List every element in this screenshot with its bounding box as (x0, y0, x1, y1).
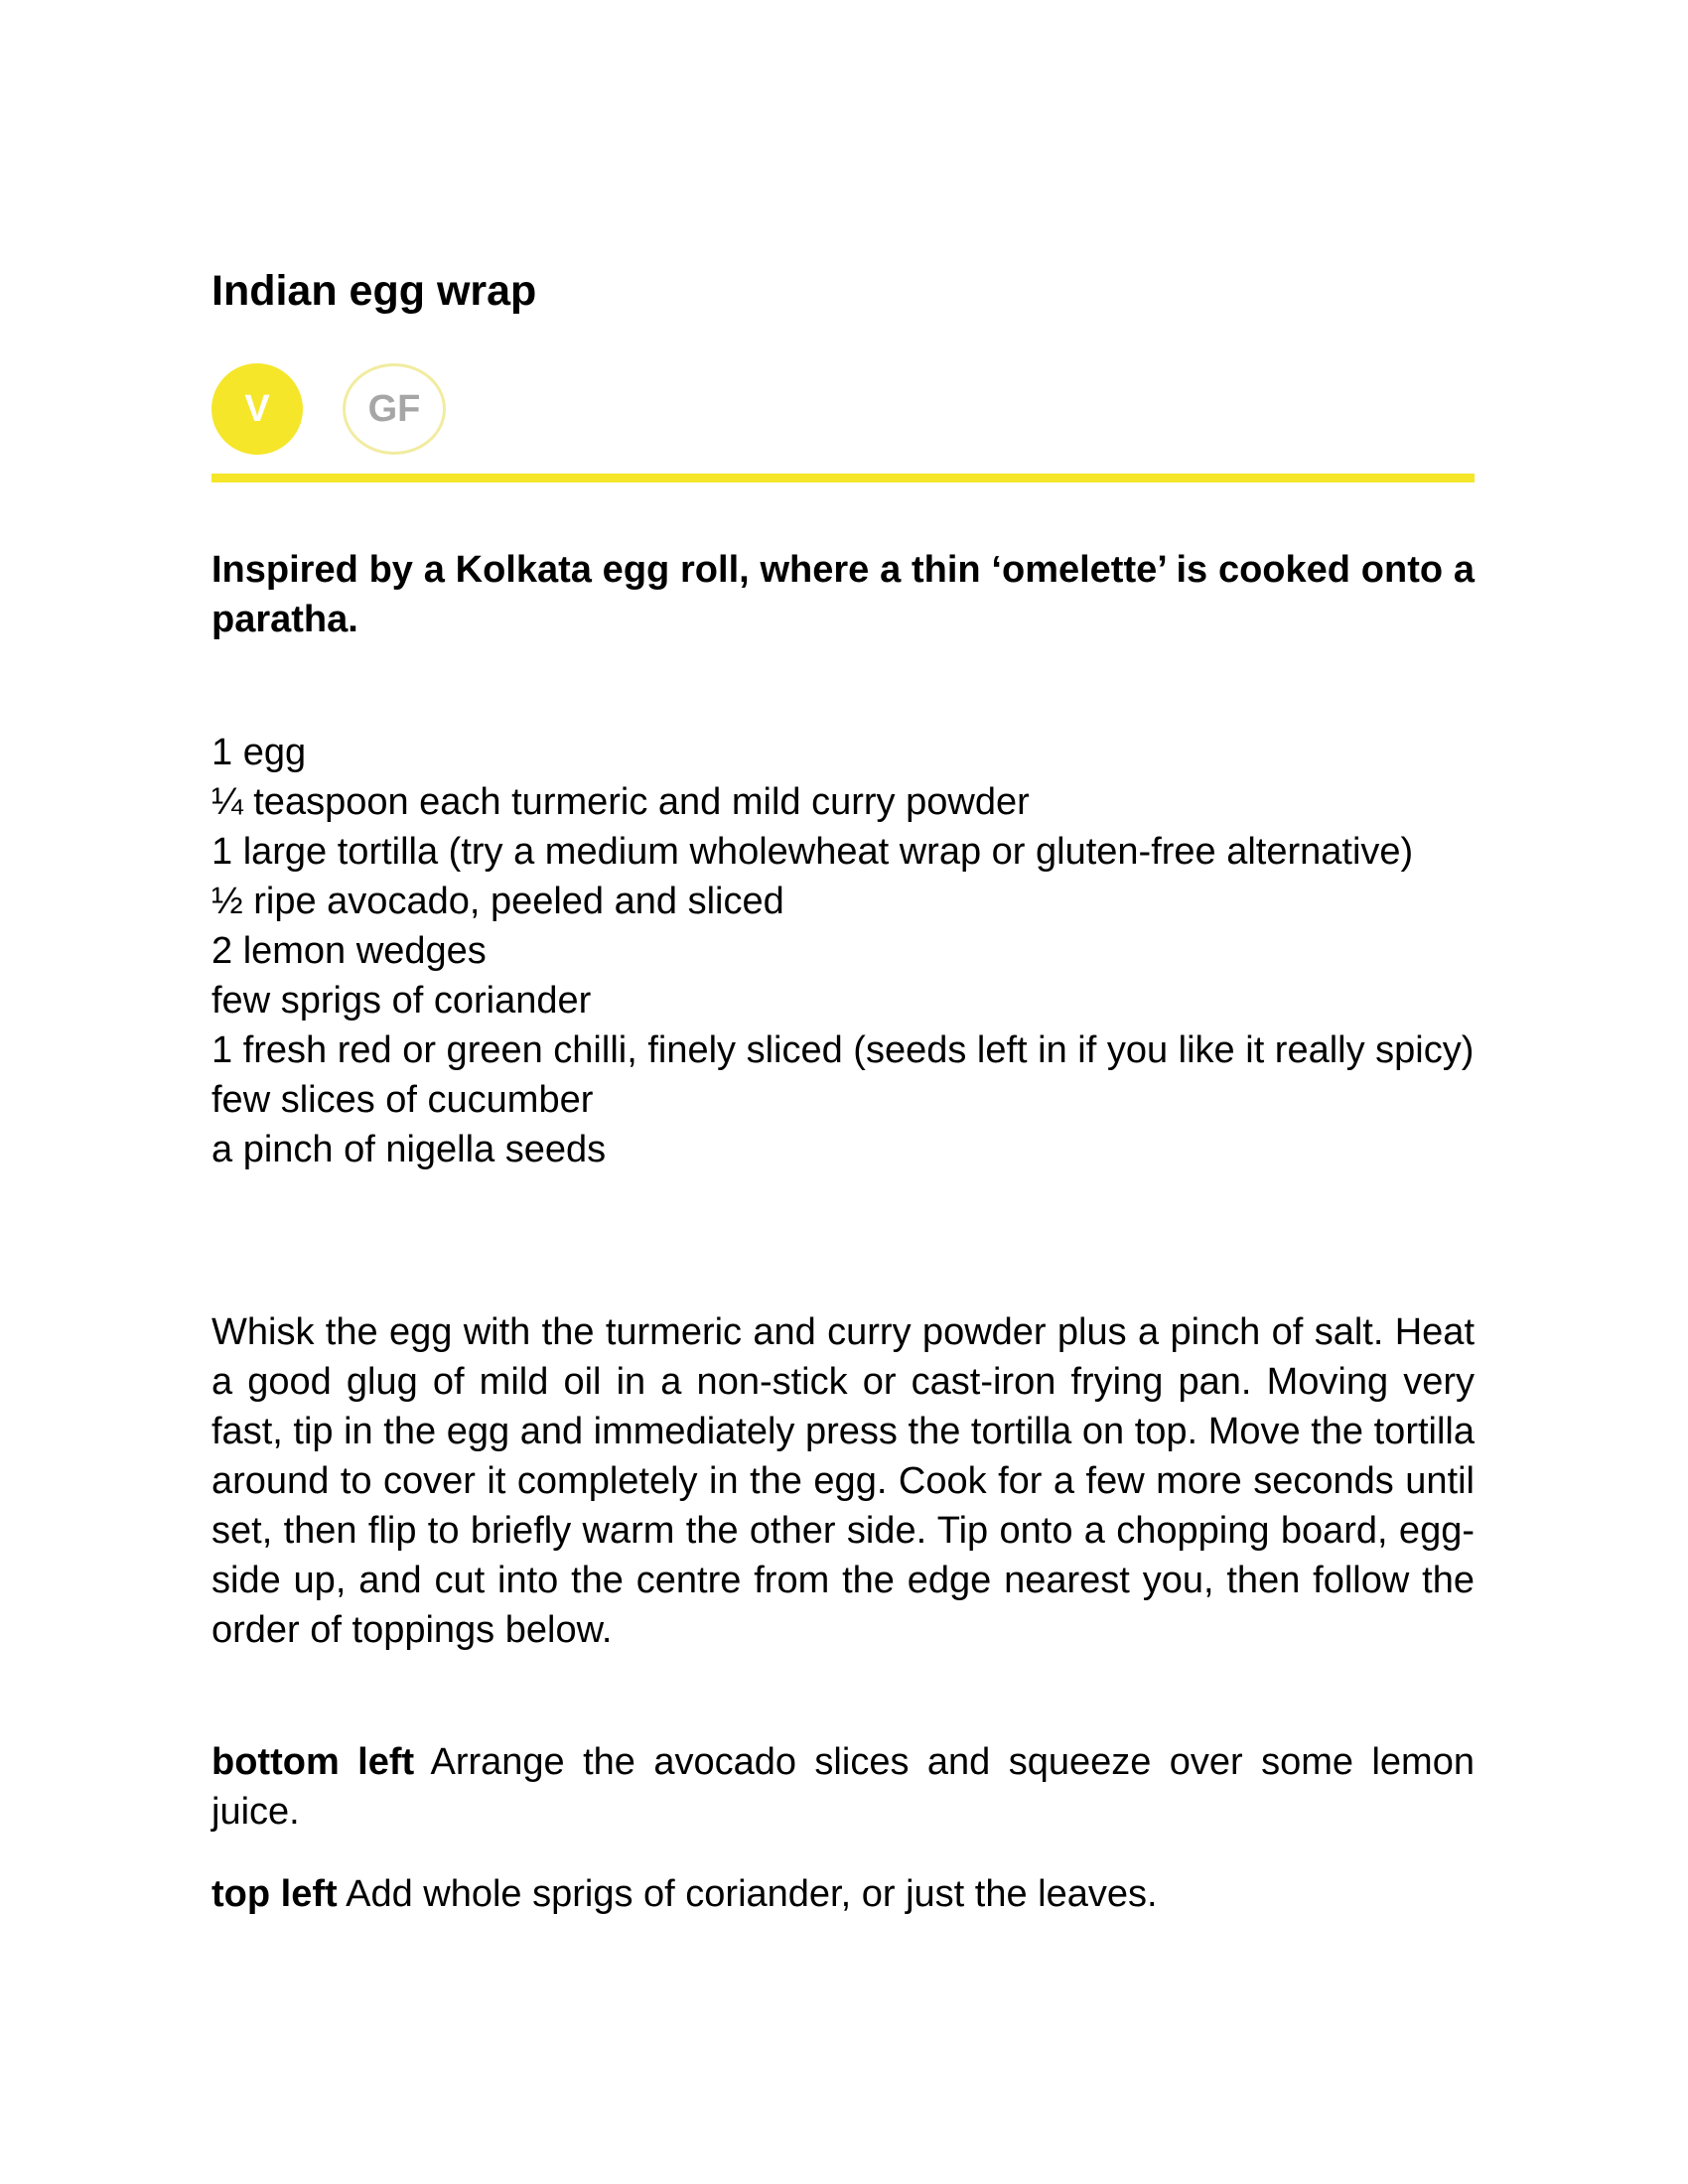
topping-step-label: bottom left (211, 1741, 415, 1783)
topping-step (211, 1737, 1475, 1837)
ingredient-list (211, 728, 1475, 1174)
ingredient-item: ¼ teaspoon each turmeric and mild curry powder (211, 781, 1030, 823)
ingredient-item: 2 lemon wedges (211, 930, 487, 972)
topping-step-text: Add whole sprigs of coriander, or just the leaves. (337, 1873, 1158, 1915)
diet-badges (211, 363, 609, 455)
recipe-intro: Inspired by a Kolkata egg roll, where a thin ‘omelette’ is cooked onto a paratha. (211, 549, 1475, 640)
ingredient-item: 1 large tortilla (try a medium wholewheat wrap or gluten-free alternative) (211, 831, 1414, 873)
gluten-free-badge: GF (343, 363, 446, 455)
topping-step (211, 1869, 1475, 1919)
method-paragraph: Whisk the egg with the turmeric and curry powder plus a pinch of salt. Heat a good glug of mild oil in a non-stick or cast-iron frying pan. Moving very fast, tip in the egg and immediately press the tortilla on top. Move the tortilla around to cover it completely in the egg. Cook for a few more seconds until set, then flip to briefly warm the other side. Tip onto a chopping board, egg-side up, and cut into the centre from the edge nearest you, then follow the order of toppings below. (211, 1311, 1475, 1651)
ingredient-item: ½ ripe avocado, peeled and sliced (211, 881, 784, 922)
topping-step-label: top left (211, 1873, 338, 1915)
ingredient-item: a pinch of nigella seeds (211, 1129, 607, 1170)
topping-step-text: Arrange the avocado slices and squeeze over some lemon juice. (211, 1741, 1475, 1833)
ingredient-item: few sprigs of coriander (211, 980, 592, 1022)
ingredient-item: 1 egg (211, 732, 307, 773)
ingredient-item: 1 fresh red or green chilli, finely sliced (seeds left in if you like it really spicy) (211, 1029, 1475, 1071)
divider (211, 474, 1475, 482)
ingredient-item: few slices of cucumber (211, 1079, 594, 1121)
recipe-title: Indian egg wrap (211, 267, 537, 315)
vegetarian-badge: V (211, 363, 303, 455)
